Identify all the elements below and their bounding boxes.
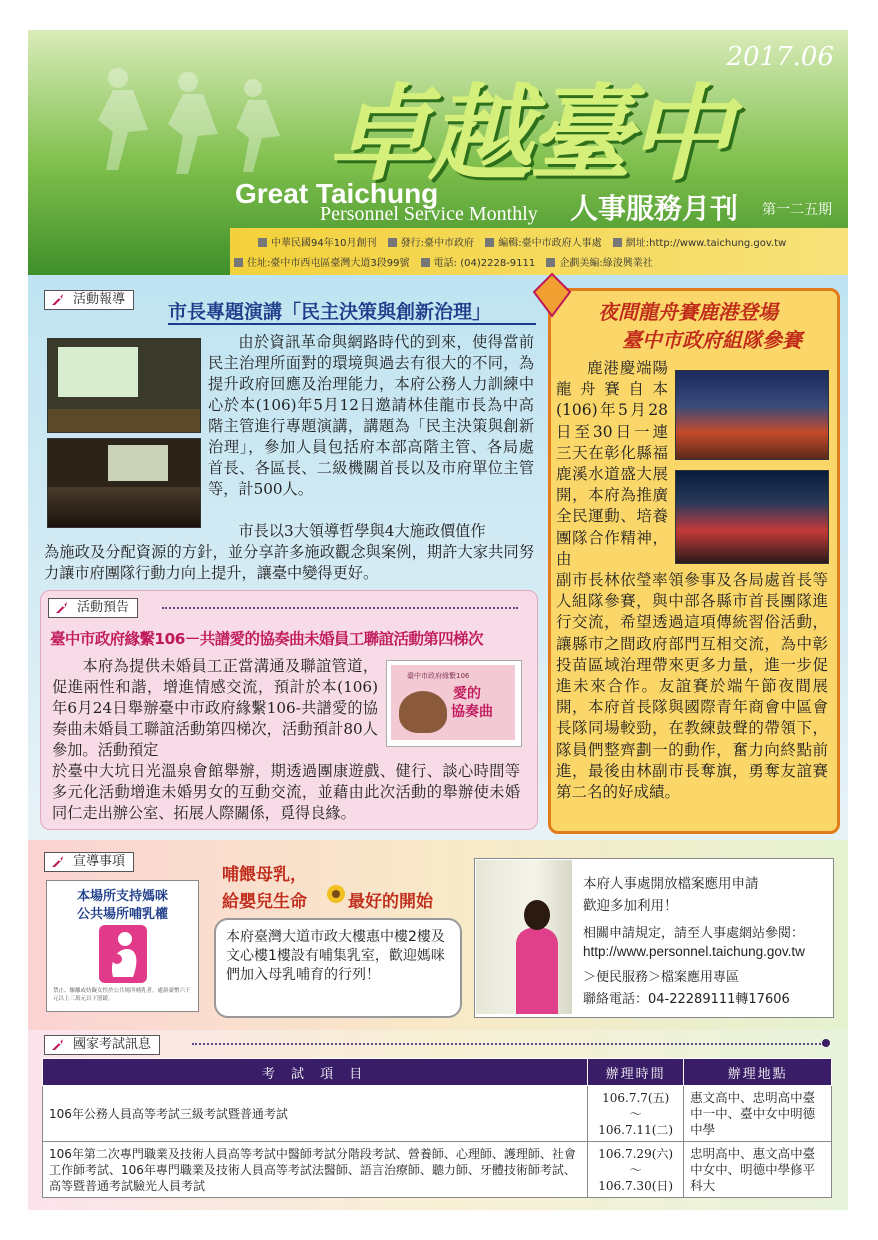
exam-time-end: 106.7.30(日) bbox=[598, 1178, 674, 1193]
dotted-divider bbox=[192, 1043, 824, 1045]
activity-report-title-underline bbox=[168, 323, 536, 325]
activity-preview-tag bbox=[48, 598, 138, 618]
exam-time-separator: ～ bbox=[629, 1162, 642, 1177]
exam-place: 惠文高中、忠明高中臺中一中、臺中女中明德中學 bbox=[684, 1086, 832, 1142]
info-designer: 企劃美編:綠浚興業社 bbox=[559, 258, 653, 269]
audience bbox=[48, 487, 200, 527]
nursing-room-text: 本府臺灣大道市政大樓惠中樓2樓及文心樓1樓設有哺集乳室，歡迎媽咪們加入母乳哺育的行列！ bbox=[226, 929, 445, 983]
column-header-item: 考 試 項 目 bbox=[43, 1059, 588, 1086]
slogan-line-2: 給嬰兒生命 bbox=[222, 892, 307, 912]
dragon-boat-title-1: 夜間龍舟賽鹿港登場 bbox=[598, 300, 778, 324]
projection-screen bbox=[58, 347, 138, 397]
archive-line-3: 相關申請規定，請至人事處網站參閱： bbox=[583, 926, 805, 941]
exam-table-header-row bbox=[43, 1059, 832, 1086]
exam-time bbox=[588, 1142, 684, 1198]
info-editor: 編輯:臺中市政府人事處 bbox=[498, 238, 602, 249]
archive-photo bbox=[476, 860, 572, 1014]
masthead-title: 卓越臺中 bbox=[328, 73, 729, 195]
rocket-icon bbox=[49, 854, 65, 870]
activity-report-tag bbox=[44, 290, 134, 310]
info-publisher: 發行:臺中市政府 bbox=[400, 238, 475, 249]
exam-time bbox=[588, 1086, 684, 1142]
masthead-english-subtitle: Personnel Service Monthly bbox=[320, 203, 538, 225]
issue-date: 2017.06 bbox=[726, 42, 834, 72]
activity-report-tag-label: 活動報導 bbox=[73, 292, 126, 307]
activity-report-paragraph-2: 為施政及分配資源的方針，並分享許多施政觀念與案例，期許大家共同努力讓市府團隊行動力向上提升，讓臺中變得更好。 bbox=[44, 543, 534, 582]
exam-tag bbox=[44, 1035, 160, 1055]
activity-report-paragraph-2-start: 市長以3大領導哲學與4大施政價值作 bbox=[238, 522, 486, 540]
sign-line-1: 本場所支持媽咪 bbox=[76, 889, 168, 904]
bullet-square-icon bbox=[546, 258, 555, 267]
rocket-icon bbox=[49, 292, 65, 308]
activity-report-title: 市長專題演講「民主決策與創新治理」 bbox=[168, 301, 492, 323]
breastfeeding-sign bbox=[46, 880, 199, 1012]
column-header-time: 辦理時間 bbox=[588, 1059, 684, 1086]
stage bbox=[48, 409, 200, 432]
projection-screen bbox=[108, 445, 168, 481]
lecture-photo-2 bbox=[47, 438, 201, 528]
archive-phone: 聯絡電話：04-22289111轉17606 bbox=[583, 992, 790, 1007]
archive-website-link[interactable]: http://www.personnel.taichung.gov.tw bbox=[583, 944, 805, 959]
bullet-square-icon bbox=[258, 238, 267, 247]
dragon-boat-title-2: 臺中市政府組隊參賽 bbox=[622, 328, 802, 352]
rocket-icon bbox=[53, 600, 69, 616]
lecture-photo-1 bbox=[47, 338, 201, 433]
dotted-divider bbox=[162, 607, 518, 609]
table-row bbox=[43, 1142, 832, 1198]
person-head bbox=[524, 900, 550, 930]
mother-baby-icon bbox=[99, 925, 147, 983]
archive-line-1: 本府人事處開放檔案應用申請 bbox=[583, 876, 759, 892]
column-header-place: 辦理地點 bbox=[684, 1059, 832, 1086]
dragon-boat-photo-1 bbox=[675, 370, 829, 460]
archive-line-2: 歡迎多加利用！ bbox=[583, 898, 678, 914]
bullet-square-icon bbox=[388, 238, 397, 247]
activity-preview-paragraph: 本府為提供未婚員工正當溝通及聯誼管道，促進兩性和諧，增進情感交流，預計於本(106)年6月24日舉辦臺中市政府緣繫106-共譜愛的協奏曲未婚員工聯誼活動第四梯次，活動預計80人參加。活動預定 bbox=[52, 657, 378, 759]
exam-time-start: 106.7.29(六) bbox=[598, 1146, 674, 1161]
activity-report-paragraph-1: 由於資訊革命與網路時代的到來，使得當前民主治理所面對的環境與過去有很大的不同，為提升政府回應及治理能力，本府公務人力訓練中心於本(106)年5月12日邀請林佳龍市長為中高階主管進行專題演講，講題為「民主決策與創新治理」，參加人員包括府本部高階主管、各局處首長、各區長、二級機關首長以及市府單位主管等，計500人。 bbox=[208, 333, 534, 498]
info-phone: 電話: (04)2228-9111 bbox=[433, 258, 536, 269]
bullet-square-icon bbox=[234, 258, 243, 267]
sign-line-2: 公共場所哺乳權 bbox=[76, 907, 168, 922]
issue-number: 第一二五期 bbox=[762, 202, 832, 218]
bullet-square-icon bbox=[613, 238, 622, 247]
dragon-boat-photo-2 bbox=[675, 470, 829, 564]
slogan-line-1: 哺餵母乳， bbox=[222, 865, 307, 885]
exam-time-start: 106.7.7(五) bbox=[602, 1090, 670, 1105]
exam-tag-label: 國家考試訊息 bbox=[73, 1037, 152, 1052]
dragon-boat-paragraph-continued: 副市長林依瑩率領參事及各局處首長等人組隊參賽，與中部各縣市首長團隊進行交流，希望透過這項傳統習俗活動，讓縣市之間政府部門互相交流，為中彰投苗區域治理帶來更多力量，進一步促進未來合作。友誼賽於端午節夜間展開，本府首長隊與國際青年商會中區會長隊同場較勁，在教練鼓聲的帶領下，隊員們整齊劃一的動作，奮力向終點前進，最後由林副市長奪旗，勇奪友誼賽第二名的好成績。 bbox=[556, 571, 828, 802]
poster-caption: 臺中市政府緣繫106 bbox=[407, 672, 470, 680]
poster-heading-1: 愛的 bbox=[453, 686, 481, 702]
rocket-icon bbox=[49, 1037, 65, 1053]
dragon-boat-paragraph: 鹿港慶端陽龍舟賽自本(106)年5月28日至30日一連三天在彰化縣福鹿溪水道盛大展開，本府為推廣全民運動、培養團隊合作精神，由 bbox=[556, 359, 668, 568]
promotion-tag bbox=[44, 852, 134, 872]
divider-dot-icon bbox=[822, 1039, 830, 1047]
sunflower-icon bbox=[326, 884, 346, 904]
bullet-square-icon bbox=[421, 258, 430, 267]
exam-table bbox=[42, 1058, 832, 1198]
slogan-line-3: 最好的開始 bbox=[348, 892, 433, 912]
sign-footer: 禁止、驅離或妨礙女性於公共場所哺乳者，處新臺幣六千元以上三萬元以下罰鍰。 bbox=[53, 988, 191, 1002]
poster-heading-2: 協奏曲 bbox=[451, 704, 493, 720]
kite-decoration-icon bbox=[532, 272, 572, 320]
bear-illustration bbox=[399, 691, 447, 733]
archive-line-5: ＞便民服務＞檔案應用專區 bbox=[583, 970, 740, 985]
exam-time-separator: ～ bbox=[629, 1106, 642, 1121]
masthead-english-title: Great Taichung bbox=[235, 178, 439, 209]
activity-preview-title: 臺中市政府緣繫106－共譜愛的協奏曲未婚員工聯誼活動第四梯次 bbox=[50, 630, 483, 648]
exam-item: 106年公務人員高等考試三級考試暨普通考試 bbox=[43, 1086, 588, 1142]
poster-image bbox=[386, 660, 522, 747]
exam-item: 106年第二次專門職業及技術人員高等考試中醫師考試分階段考試、營養師、心理師、護理師、社會工作師考試、106年專門職業及技術人員高等考試法醫師、語言治療師、聽力師、牙體技術師考試、高等暨普通考試驗光人員考試 bbox=[43, 1142, 588, 1198]
bullet-square-icon bbox=[485, 238, 494, 247]
info-address: 住址:臺中市西屯區臺灣大道3段99號 bbox=[247, 258, 410, 269]
exam-place: 忠明高中、惠文高中臺中女中、明德中學修平科大 bbox=[684, 1142, 832, 1198]
exam-time-end: 106.7.11(二) bbox=[598, 1122, 674, 1137]
activity-preview-tag-label: 活動預告 bbox=[77, 600, 130, 615]
masthead-subtitle: 人事服務月刊 bbox=[570, 192, 739, 225]
publication-info-bar bbox=[230, 228, 848, 275]
info-website[interactable]: 網址:http://www.taichung.gov.tw bbox=[625, 238, 787, 249]
table-row bbox=[43, 1086, 832, 1142]
activity-preview-paragraph-continued: 於臺中大坑日光溫泉會館舉辦，期透過團康遊戲、健行、談心時間等多元化活動增進未婚男女的互動交流，並藉由此次活動的舉辦使未婚同仁走出辦公室、拓展人際關係，覓得良緣。 bbox=[52, 762, 520, 822]
person-figure bbox=[516, 928, 558, 1014]
info-founded: 中華民國94年10月創刊 bbox=[271, 238, 377, 249]
promotion-tag-label: 宣導事項 bbox=[73, 854, 126, 869]
